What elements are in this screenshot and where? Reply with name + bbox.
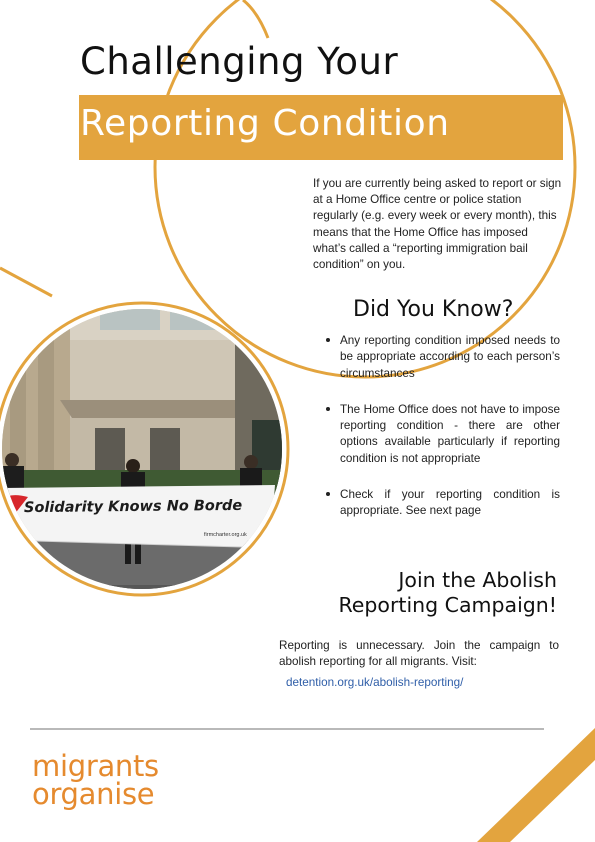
campaign-link[interactable]: detention.org.uk/abolish-reporting/ — [286, 676, 464, 689]
campaign-heading-line1: Join the Abolish — [398, 568, 557, 592]
intro-paragraph: If you are currently being asked to report or sign at a Home Office centre or police station regularly (e.g. every week or every month), this means that the Home Office has imposed what’s called a “reporting immigration bail condition” on you. — [313, 177, 562, 272]
bullet-icon — [326, 338, 330, 342]
photo-banner-url: firmcharter.org.uk — [204, 532, 247, 538]
list-item-text: Any reporting condition imposed needs to be appropriate according to each person’s circumstances — [340, 334, 560, 380]
page-title-line1: Challenging Your — [80, 40, 399, 83]
bullet-icon — [326, 407, 330, 411]
list-item-text: The Home Office does not have to impose reporting condition - there are other options available particularly if reporting condition is not appropriate — [340, 402, 560, 465]
bullet-icon — [326, 492, 330, 496]
campaign-heading — [262, 568, 557, 618]
photo-banner-text: Solidarity Knows No Borde — [23, 497, 243, 517]
campaign-heading-line2: Reporting Campaign! — [338, 593, 557, 617]
list-item — [322, 402, 560, 467]
list-item — [322, 487, 560, 520]
did-you-know-heading: Did You Know? — [353, 297, 514, 322]
top-arc-line — [243, 0, 268, 38]
campaign-paragraph: Reporting is unnecessary. Join the campaign to abolish reporting for all migrants. Visit: — [279, 639, 559, 669]
logo-line2: organise — [32, 777, 155, 811]
did-you-know-list — [322, 333, 560, 535]
page-title-line2: Reporting Condition — [80, 103, 450, 144]
corner-stripe — [477, 728, 595, 842]
list-item — [322, 333, 560, 382]
migrants-organise-logo — [32, 749, 159, 811]
list-item-text: Check if your reporting condition is appropriate. See next page — [340, 488, 560, 518]
left-arc-line — [0, 268, 52, 296]
logo-line1: migrants — [32, 749, 159, 783]
footer-divider — [30, 728, 544, 730]
